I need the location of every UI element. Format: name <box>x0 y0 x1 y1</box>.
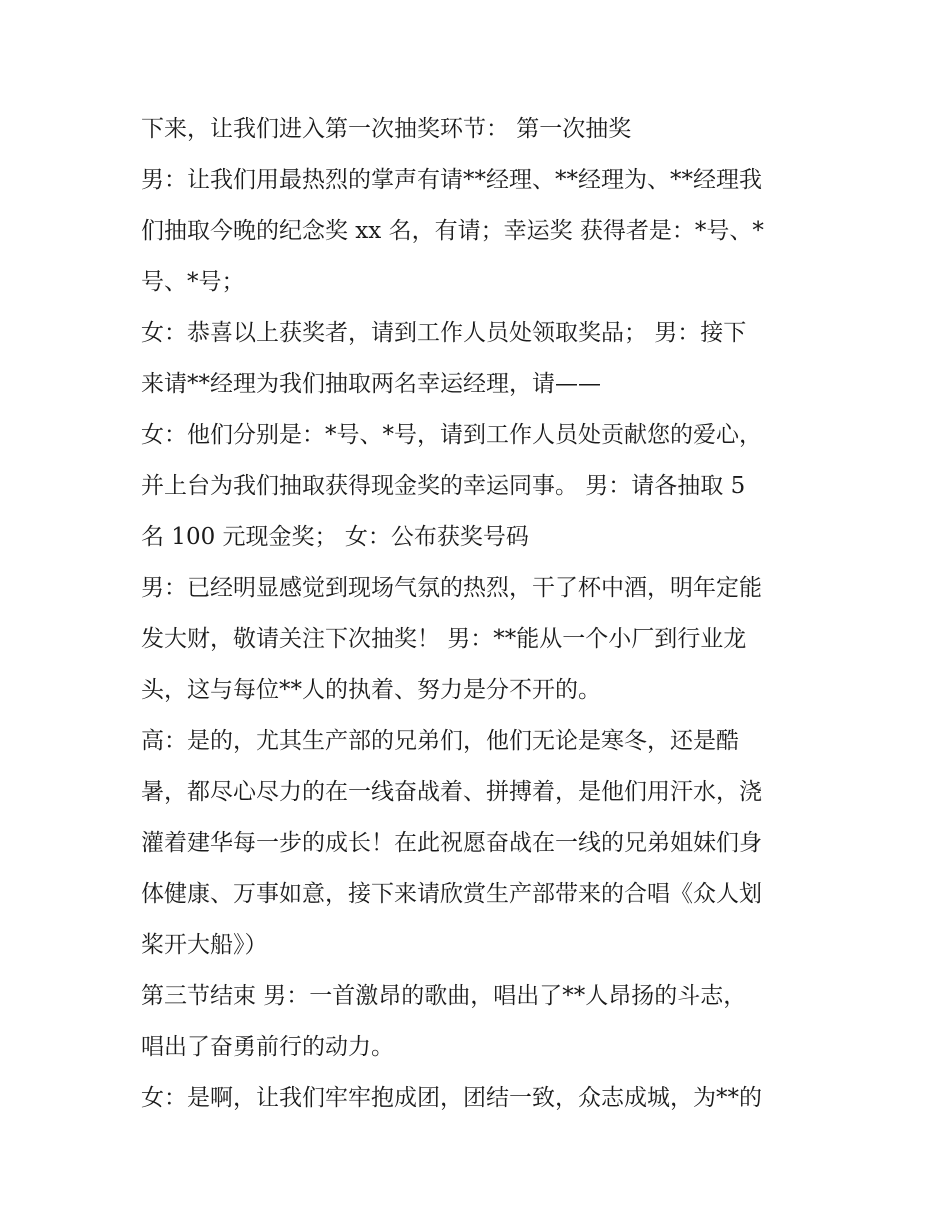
text-line: 下来，让我们进入第一次抽奖环节： 第一次抽奖 <box>141 116 632 142</box>
text-line: 女：恭喜以上获奖者，请到工作人员处领取奖品； 男：接下 <box>141 320 747 346</box>
document-body <box>141 108 821 1128</box>
text-line: 暑，都尽心尽力的在一线奋战着、拼搏着，是他们用汗水，浇 <box>141 779 762 805</box>
text-line: 女：是啊，让我们牢牢抱成团，团结一致，众志成城，为**的 <box>141 1085 762 1111</box>
text-line: 灌着建华每一步的成长！在此祝愿奋战在一线的兄弟姐妹们身 <box>141 830 762 856</box>
text-line: 男：让我们用最热烈的掌声有请**经理、**经理为、**经理我 <box>141 167 762 193</box>
text-line: 桨开大船》） <box>141 932 268 958</box>
text-line: 并上台为我们抽取获得现金奖的幸运同事。 男：请各抽取 5 <box>141 473 746 499</box>
text-line: 男：已经明显感觉到现场气氛的热烈，干了杯中酒，明年定能 <box>141 575 762 601</box>
text-line: 唱出了奋勇前行的动力。 <box>141 1034 394 1060</box>
text-line: 女：他们分别是：*号、*号，请到工作人员处贡献您的爱心， <box>141 422 762 448</box>
text-line: 号、*号； <box>141 269 245 295</box>
text-line: 第三节结束 男：一首激昂的歌曲，唱出了**人昂扬的斗志， <box>141 983 747 1009</box>
text-line: 高：是的，尤其生产部的兄弟们，他们无论是寒冬，还是酷 <box>141 728 739 754</box>
text-line: 发大财，敬请关注下次抽奖！ 男：**能从一个小厂到行业龙 <box>141 626 747 652</box>
text-line: 们抽取今晚的纪念奖 xx 名，有请；幸运奖 获得者是：*号、* <box>141 218 764 244</box>
text-line: 头，这与每位**人的执着、努力是分不开的。 <box>141 677 601 703</box>
text-line: 名 100 元现金奖； 女：公布获奖号码 <box>141 524 529 550</box>
text-line: 来请**经理为我们抽取两名幸运经理，请—— <box>141 371 601 397</box>
text-line: 体健康、万事如意，接下来请欣赏生产部带来的合唱《众人划 <box>141 881 762 907</box>
